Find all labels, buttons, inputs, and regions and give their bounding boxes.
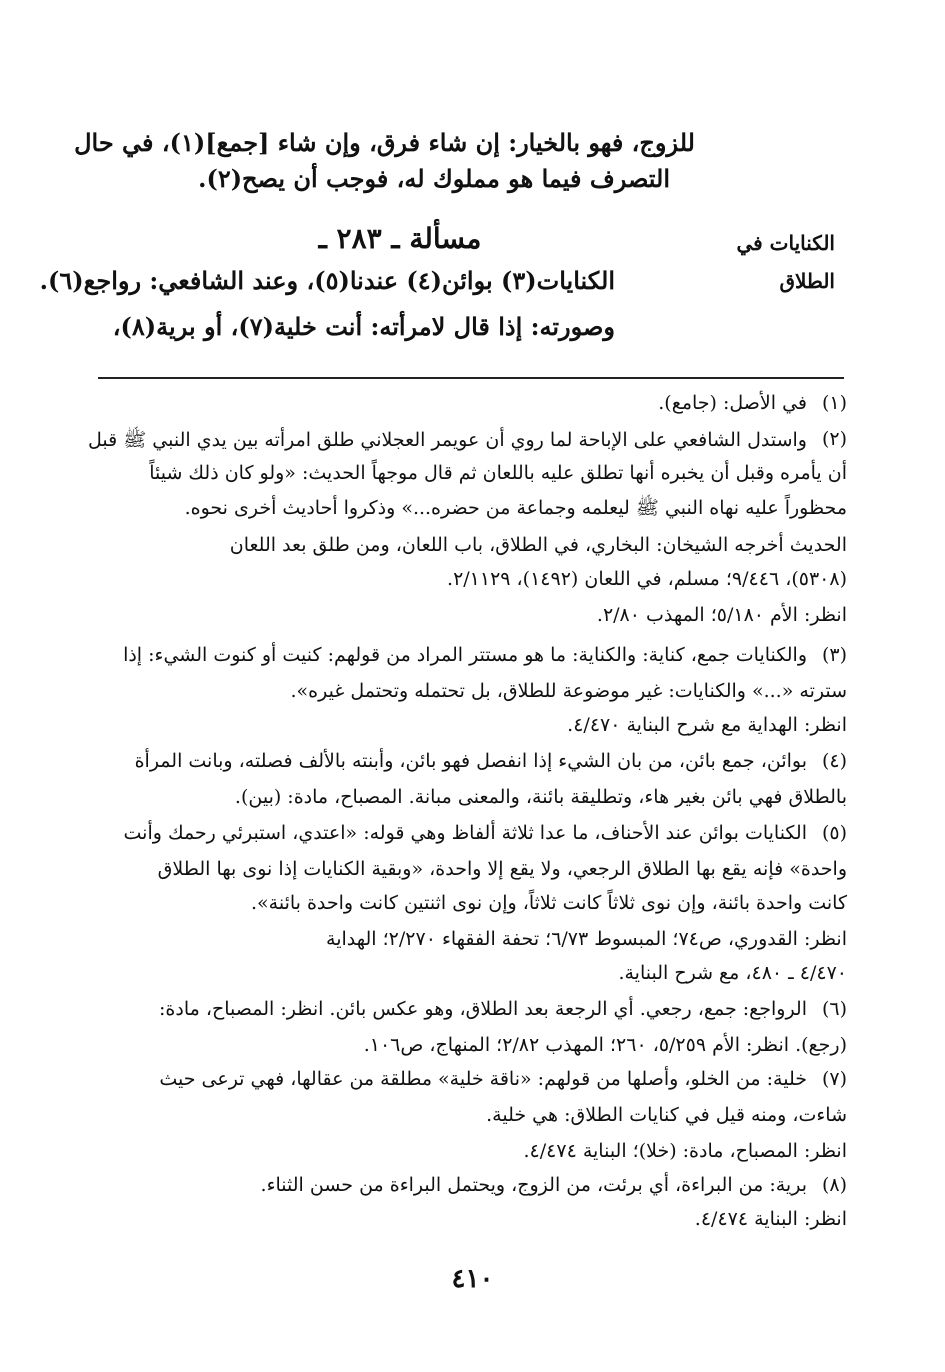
footnote-number: (٤): [821, 750, 847, 772]
margin-note-line-2: الطلاق: [779, 269, 835, 293]
page-number: ٤١٠: [451, 1264, 494, 1294]
issue-heading: مسألة ـ ٢٨٣ ـ: [318, 222, 482, 255]
footnote-number: (٢): [821, 428, 847, 450]
main-text-line-4: وصورته: إذا قال لامرأته: أنت خلية(٧)، أو برية(٨)،: [112, 312, 615, 341]
footnote-number: (٨): [821, 1174, 847, 1196]
footnote-line: شاءت، ومنه قيل في كنايات الطلاق: هي خلية.: [486, 1104, 847, 1126]
footnote-number: (٥): [821, 822, 847, 844]
footnote-line: (رجع). انظر: الأم ٥/٢٥٩، ٢٦٠؛ المهذب ٢/٨٢؛ المنهاج، ص١٠٦.: [363, 1034, 847, 1056]
main-text-line-3: الكنايات(٣) بوائن(٤) عندنا(٥)، وعند الشافعي: رواجع(٦).: [39, 266, 615, 295]
footnote-line: كانت واحدة بائنة، وإن نوى ثلاثاً كانت ثلاثاً، وإن نوى اثنتين كانت واحدة بائنة».: [250, 892, 847, 914]
margin-note: [675, 224, 835, 300]
footnote-line: الكنايات بوائن عند الأحناف، ما عدا ثلاثة ألفاظ وهي قوله: «اعتدي، استبرئي رحمك وأنت: [123, 822, 807, 844]
footnote-number: (٣): [821, 644, 847, 666]
footnote-line: (٥٣٠٨)، ٩/٤٤٦؛ مسلم، في اللعان (١٤٩٢)، ٢/١١٢٩.: [447, 568, 847, 590]
footnote-line: انظر: الهداية مع شرح البناية ٤/٤٧٠.: [567, 714, 847, 736]
footnote-number: (١): [821, 392, 847, 414]
footnote-line: برية: من البراءة، أي برئت، من الزوج، ويحتمل البراءة من حسن الثناء.: [260, 1174, 807, 1196]
main-text-line-1: للزوج، فهو بالخيار: إن شاء فرق، وإن شاء [جمع](١)، في حال: [74, 128, 695, 157]
margin-note-line-1: الكنايات في: [736, 231, 835, 255]
footnote-line: الحديث أخرجه الشيخان: البخاري، في الطلاق، باب اللعان، ومن طلق بعد اللعان: [229, 534, 847, 556]
footnote-line: بوائن، جمع بائن، من بان الشيء إذا انفصل فهو بائن، وأبنته بالألف فصلته، وبانت المرأة: [134, 750, 807, 772]
footnote-line: واحدة» فإنه يقع بها الطلاق الرجعي، ولا يقع إلا واحدة، «وبقية الكنايات إذا نوى بها الطلاق: [157, 858, 847, 880]
footnote-number: (٦): [821, 998, 847, 1020]
footnote-line: سترته «...» والكنايات: غير موضوعة للطلاق، بل تحتمله وتحتمل غيره».: [290, 680, 847, 702]
footnote-line: بالطلاق فهي بائن بغير هاء، وتطليقة بائنة، والمعنى مبانة. المصباح، مادة: (بين).: [234, 786, 847, 808]
footnote-line: محظوراً عليه نهاه النبي ﷺ ليعلمه وجماعة من حضره...» وذكروا أحاديث أخرى نحوه.: [184, 497, 847, 519]
footnote-separator: [98, 377, 844, 379]
footnote-line: والكنايات جمع، كناية: والكناية: ما هو مستتر المراد من قولهم: كنيت أو كنوت الشيء: إذا: [123, 644, 807, 666]
footnote-line: انظر: القدوري، ص٧٤؛ المبسوط ٦/٧٣؛ تحفة الفقهاء ٢/٢٧٠؛ الهداية: [326, 928, 847, 950]
footnote-line: انظر: المصباح، مادة: (خلا)؛ البناية ٤/٤٧٤.: [523, 1140, 847, 1162]
main-text-line-2: التصرف فيما هو مملوك له، فوجب أن يصح(٢).: [198, 164, 670, 193]
footnote-line: ٤/٤٧٠ ـ ٤٨٠، مع شرح البناية.: [618, 962, 847, 984]
footnote-number: (٧): [821, 1068, 847, 1090]
footnote-line: أن يأمره وقبل أن يخبره أنها تطلق عليه باللعان ثم قال موجهاً الحديث: «ولو كان ذلك شيئاً: [149, 462, 847, 484]
footnote-line: انظر: البناية ٤/٤٧٤.: [694, 1208, 847, 1230]
footnote-line: خلية: من الخلو، وأصلها من قولهم: «ناقة خلية» مطلقة من عقالها، فهي ترعى حيث: [159, 1068, 807, 1090]
footnote-line: انظر: الأم ٥/١٨٠؛ المهذب ٢/٨٠.: [596, 604, 847, 626]
footnote-line: في الأصل: (جامع).: [658, 392, 807, 414]
footnote-line: الرواجع: جمع، رجعي. أي الرجعة بعد الطلاق، وهو عكس بائن. انظر: المصباح، مادة:: [159, 998, 807, 1020]
footnote-line: واستدل الشافعي على الإباحة لما روي أن عويمر العجلاني طلق امرأته بين يدي النبي ﷺ قبل: [88, 429, 807, 451]
